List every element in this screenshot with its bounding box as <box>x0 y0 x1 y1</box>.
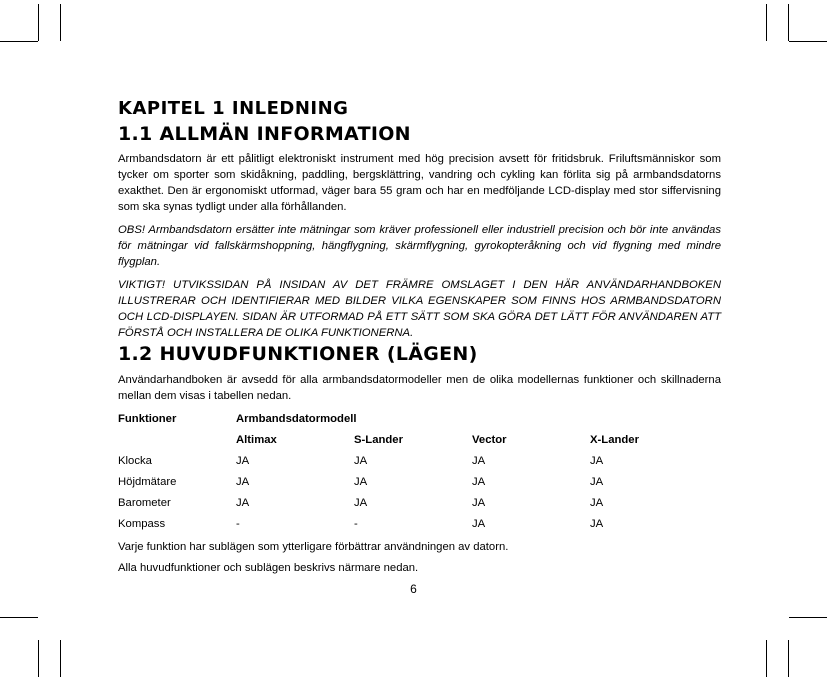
crop-mark <box>788 640 789 677</box>
header-functions: Funktioner <box>118 412 177 425</box>
crop-mark <box>0 617 38 618</box>
crop-mark <box>788 4 789 41</box>
function-name: Höjdmätare <box>118 475 177 488</box>
table-cell: JA <box>472 517 486 530</box>
table-cell: JA <box>590 454 604 467</box>
model-name: Vector <box>472 433 507 446</box>
page-content <box>118 96 721 576</box>
section-1-title: 1.1 ALLMÄN INFORMATION <box>118 123 411 145</box>
table-cell: JA <box>354 475 368 488</box>
crop-mark <box>38 640 39 677</box>
table-cell: JA <box>236 454 250 467</box>
header-model: Armbandsdatormodell <box>236 412 357 425</box>
table-cell-empty <box>118 429 236 450</box>
table-row <box>118 450 721 471</box>
crop-mark <box>0 41 38 42</box>
section-1-body: Armbandsdatorn är ett pålitligt elektroniskt instrument med hög precision avsett för fritidsbruk. Friluftsmänniskor som tycker om sporter som skidåkning, paddling, bergsklättring, vandring och cykling kan förlita sig på armbandsdatorns exakthet. Den är ergonomiskt utformad, väger bara 55 gram och har en medföljande LCD-display med stor siffervisning som ska synas tydligt under alla förhållanden. <box>118 153 721 213</box>
table-cell: JA <box>590 475 604 488</box>
table-cell: JA <box>236 496 250 509</box>
table-cell: JA <box>590 517 604 530</box>
table-cell: JA <box>472 454 486 467</box>
crop-mark <box>60 4 61 41</box>
table-row <box>118 492 721 513</box>
section-2-title: 1.2 HUVUDFUNKTIONER (LÄGEN) <box>118 343 478 365</box>
function-name: Klocka <box>118 454 152 467</box>
important-paragraph: VIKTIGT! UTVIKSSIDAN PÅ INSIDAN AV DET FRÄMRE OMSLAGET I DEN HÄR ANVÄNDARHANDBOKEN ILLUSTRERAR OCH IDENTIFIERAR MED BILDER VILKA EGENSKAPER SOM FINNS HOS ARMBANDSDATORN OCH LCD-DISPLAYEN. SIDAN ÄR UTFORMAD PÅ ETT SÄTT SOM SKA GÖRA DET LÄTT FÖR ANVÄNDAREN ATT FÖRSTÅ OCH INSTALLERA DE OLIKA FUNKTIONERNA. <box>118 279 721 339</box>
table-cell: JA <box>236 475 250 488</box>
table-cell: JA <box>354 454 368 467</box>
table-row <box>118 513 721 534</box>
function-name: Kompass <box>118 517 166 530</box>
model-function-table <box>118 408 721 534</box>
closing-paragraph-2: Alla huvudfunktioner och sublägen beskrivs närmare nedan. <box>118 562 419 574</box>
model-name: X-Lander <box>590 433 639 446</box>
crop-mark <box>789 41 827 42</box>
table-cell: JA <box>472 475 486 488</box>
function-name: Barometer <box>118 496 171 509</box>
page-number: 6 <box>410 582 417 596</box>
model-name: Altimax <box>236 433 277 446</box>
crop-mark <box>38 4 39 41</box>
model-name: S-Lander <box>354 433 403 446</box>
table-cell: - <box>236 517 240 530</box>
table-cell: JA <box>590 496 604 509</box>
crop-mark <box>766 640 767 677</box>
crop-mark <box>766 4 767 41</box>
crop-mark <box>60 640 61 677</box>
table-cell: - <box>354 517 358 530</box>
table-row <box>118 471 721 492</box>
table-header-row <box>118 408 721 429</box>
note-paragraph: OBS! Armbandsdatorn ersätter inte mätningar som kräver professionell eller industriell precision och bör inte användas för mätningar vid fallskärmshoppning, hängflygning, skärmflygning, gyrokopteråkning och vid flygning med mindre flygplan. <box>118 224 721 268</box>
crop-mark <box>789 617 827 618</box>
table-cell: JA <box>354 496 368 509</box>
closing-paragraph-1: Varje funktion har sublägen som ytterligare förbättrar användningen av datorn. <box>118 541 509 553</box>
table-model-row <box>118 429 721 450</box>
section-2-intro: Användarhandboken är avsedd för alla armbandsdatormodeller men de olika modellernas funktioner och skillnaderna mellan dem visas i tabellen nedan. <box>118 374 721 402</box>
table-cell: JA <box>472 496 486 509</box>
chapter-title: KAPITEL 1 INLEDNING <box>118 98 349 119</box>
